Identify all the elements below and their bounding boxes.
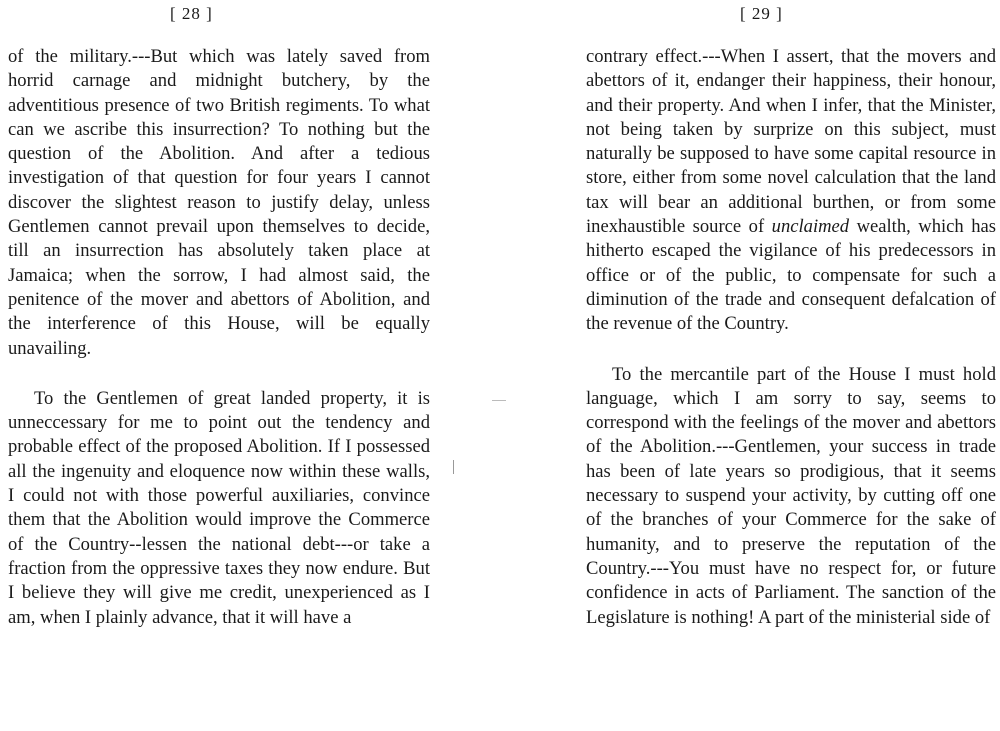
right-page-text <box>586 45 996 630</box>
right-paragraph-1 <box>586 45 996 337</box>
italic-word: unclaimed <box>771 216 850 238</box>
page-number-left: [ 28 ] <box>170 4 213 23</box>
right-paragraph-2: To the mercantile part of the House I must hold language, which I am sorry to say, seems to correspond with the feelings of the mover and abettors of the Abolition.---Gentlemen, your success in trade has been of late years so prodigious, that it seems necessary to suspend your activity, by cutting off one of the branches of your Commerce for the sake of humanity, and to preserve the reputation of the Country.---You must have no respect for, or future confidence in acts of Parliament. The sanction of the Legislature is nothing! A part of the ministerial side of <box>586 363 996 628</box>
left-paragraph-2: To the Gentlemen of great landed property, it is unneccessary for me to point out the tendency and probable effect of the proposed Abolition. If I possessed all the ingenuity and eloquence now within these walls, I could not with those powerful auxiliaries, convince them that the Abolition would improve the Commerce of the Country--lessen the national debt---or take a fraction from the oppressive taxes they now endure. But I believe they will give me credit, unexperienced as I am, when I plainly advance, that it will have a <box>8 387 430 628</box>
left-paragraph-1: of the military.---But which was lately saved from horrid carnage and midnight butchery, by the adventitious presence of two British regiments. To what can we ascribe this insurrection? To nothing but the question of the Abolition. And after a tedious investigation of that question for four years I cannot discover the slightest reason to justify delay, unless Gentlemen cannot prevail upon themselves to decide, till an insurrection has absolutely taken place at Jamaica; when the sorrow, I had almost said, the penitence of the mover and abettors of Abolition, and the interference of this House, will be equally unavailing. <box>8 46 430 359</box>
page-number-right: [ 29 ] <box>740 4 783 23</box>
left-page <box>0 0 440 731</box>
right-page <box>580 0 1000 731</box>
gutter-mark <box>492 400 506 401</box>
right-paragraph-1-end: wealth, which has hitherto escaped the vigilance of his predecessors in office or of the public, to compensate for such a diminution of the trade and consequent defalcation of the revenue of the Country. <box>586 216 996 335</box>
page-edge-mark <box>453 460 454 474</box>
left-page-text <box>8 45 430 630</box>
right-paragraph-1-start: contrary effect.---When I assert, that the movers and abettors of it, endanger their happiness, their honour, and their property. And when I infer, that the Minister, not being taken by surprize on this subject, must naturally be supposed to have some capital resource in store, either from some novel calculation that the land tax will bear an additional burthen, or from some inexhaustible source of <box>586 46 996 238</box>
